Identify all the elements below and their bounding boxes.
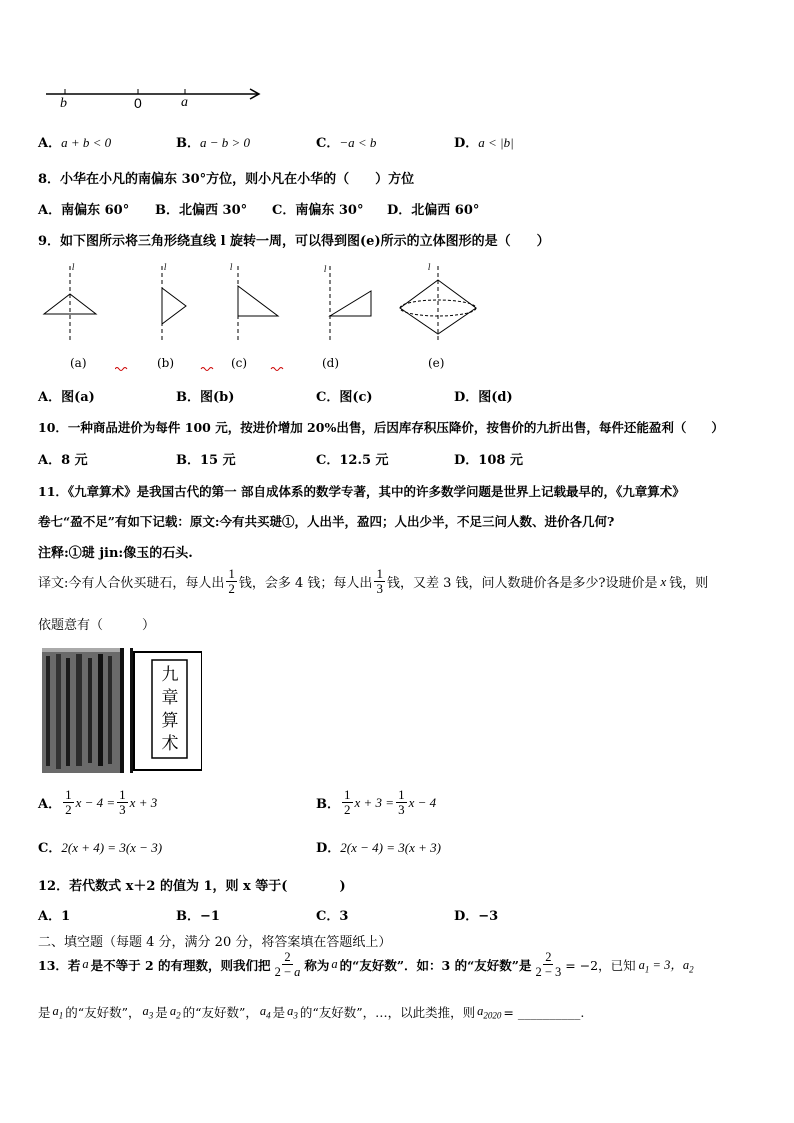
q11-trans-d: 钱，则 (669, 576, 709, 591)
q13-j: 是 (272, 1005, 286, 1020)
q8-option-a-letter: A． (38, 203, 62, 218)
q10-option-d-letter: D． (454, 453, 479, 468)
figure-a (44, 263, 96, 343)
book-title-char-3: 算 (161, 711, 179, 731)
q9-figures (38, 258, 488, 348)
q9-option-a-letter: A． (38, 390, 62, 405)
book-title-char-2: 章 (161, 688, 179, 708)
q13-f: 是 (38, 1005, 51, 1020)
q10-option-b-letter: B． (176, 453, 200, 468)
q13-blank: = __________. (503, 1004, 585, 1020)
figure-label-d: (d) (322, 356, 340, 370)
figure-d (324, 265, 371, 343)
figure-c (230, 263, 278, 343)
q12-option-b-letter: B． (176, 909, 200, 924)
q7-option-a-letter: A． (38, 136, 62, 151)
q11-option-a-letter: A． (38, 797, 62, 812)
jiuzhang-book-image (42, 648, 202, 773)
q11-trans-c: 钱，又差 3 钱，问人数琎价各是多少?设琎价是 (386, 576, 658, 591)
q7-option-d: a < |b| (478, 135, 514, 150)
numberline-label-a: a (181, 95, 188, 110)
q7-option-d-letter: D． (454, 136, 479, 151)
figure-b (162, 263, 186, 343)
q7-option-a: a + b < 0 (61, 135, 112, 150)
q10-option-c: 12.5 元 (339, 453, 389, 468)
q12-option-c: 3 (339, 909, 349, 924)
q13-i: 的“友好数”， (182, 1005, 258, 1020)
q9-option-a: 图(a) (61, 390, 95, 405)
q13-b: 是不等于 2 的有理数，则我们把 (90, 957, 271, 973)
q8-option-d-letter: D． (387, 203, 412, 218)
q9-option-d-letter: D． (454, 390, 479, 405)
figure-label-a: (a) (70, 356, 87, 370)
q13-c: 称为 (304, 957, 330, 973)
q10-option-d: 108 元 (478, 453, 523, 468)
svg-text:l: l (164, 263, 167, 272)
q8-stem: 8．小华在小凡的南偏东 30°方位，则小凡在小华的（ ）方位 (38, 172, 415, 187)
q11-option-b-letter: B． (316, 797, 340, 812)
q13-line1: 13．若 a 是不等于 2 的有理数，则我们把 $\frac{2}{2 - a}$ 称为 a 的“友好数”．如：3 的“友好数”是 $\frac{2}{2 - 3}$ = −2，已知 $a_1 = 3$，$a_2$ (38, 950, 694, 979)
q13-a: 13．若 (38, 957, 81, 973)
q7-option-c-letter: C． (316, 136, 340, 151)
q12-option-c-letter: C． (316, 909, 340, 924)
svg-text:l: l (324, 265, 327, 274)
q7-option-b-letter: B． (176, 136, 200, 151)
q11-option-c: 2(x + 4) = 3(x − 3) (61, 840, 163, 855)
q9-option-c-letter: C． (316, 390, 340, 405)
q10-option-c-letter: C． (316, 453, 340, 468)
figure-e (400, 263, 476, 343)
q11-trans-line2: 依题意有（ ） (38, 618, 156, 633)
spellcheck-underlines (115, 365, 315, 373)
q8-option-b: 北偏西 30° (179, 203, 248, 218)
q11-option-d-row (316, 837, 441, 856)
fraction-half: $\frac{1}{2}$ (228, 566, 235, 596)
q11-option-d-letter: D． (316, 841, 341, 856)
figure-label-c: (c) (231, 356, 248, 370)
q13-h: 是 (155, 1005, 168, 1020)
q11-option-a: A． $\frac{1}{2}$ x − 4 = $\frac{1}{3}$ x + 3 (38, 787, 158, 817)
section-2-heading: 二、填空题（每题 4 分，满分 20 分，将答案填在答题纸上） (38, 935, 392, 950)
book-title-char-1: 九 (161, 665, 179, 685)
q11-option-d: 2(x − 4) = 3(x + 3) (340, 840, 441, 855)
q11-trans-a: 译文:今有人合伙买琎石，每人出 (38, 576, 225, 591)
q8-option-d: 北偏西 60° (411, 203, 480, 218)
numberline-label-0: 0 (134, 95, 142, 111)
q8-option-c: 南偏东 30° (295, 203, 364, 218)
book-title-char-4: 术 (161, 734, 179, 754)
q9-option-b-letter: B． (176, 390, 200, 405)
q12-option-d: −3 (478, 909, 499, 924)
fraction-third: $\frac{1}{3}$ (376, 566, 383, 596)
fraction-2-over-2-minus-3: $\frac{2}{2 - 3}$ (535, 950, 562, 979)
q12-option-d-letter: D． (454, 909, 479, 924)
q10-option-a-letter: A． (38, 453, 62, 468)
figure-label-e: (e) (428, 356, 445, 370)
q11-line1: 11．《九章算术》是我国古代的第一 部自成体系的数学专著，其中的许多数学问题是世界上记载最早的，《九章算术》 (38, 484, 685, 499)
number-line (40, 80, 270, 120)
q11-option-c-letter: C． (38, 841, 62, 856)
q10-option-a: 8 元 (61, 453, 88, 468)
q7-option-c: −a < b (339, 135, 377, 150)
q13-k: 的“友好数”，…，以此类推，则 (299, 1005, 476, 1020)
q13-e: = −2，已知 (565, 957, 636, 973)
q9-option-d: 图(d) (478, 390, 513, 405)
q13-line2: 是 $a_1$ 的“友好数”， $a_3$ 是 $a_2$ 的“友好数”， $a_4$ 是 $a_3$ 的“友好数”，…，以此类推，则 $a_{2020}$ = __________. (38, 1003, 585, 1021)
q12-stem: 12．若代数式 x＋2 的值为 1，则 x 等于( ) (38, 879, 346, 894)
q11-trans-b: 钱，会多 4 钱；每人出 (238, 576, 373, 591)
q11-trans-var: x (660, 573, 667, 589)
fraction-2-over-2-minus-a: $\frac{2}{2 - a}$ (274, 950, 301, 979)
q10-stem: 10．一种商品进价为每件 100 元，按进价增加 20%出售，后因库存积压降价，按售价的九折出售，每件还能盈利（ ） (38, 420, 724, 435)
book-title (159, 664, 181, 756)
q12-option-a-letter: A． (38, 909, 62, 924)
q12-option-a: 1 (61, 909, 71, 924)
q11-line2: 卷七“盈不足”有如下记载：原文:今有共买琎①，人出半，盈四；人出少半，不足三问人数、进价各几何? (38, 514, 615, 529)
svg-text:l: l (230, 263, 233, 272)
q11-option-c-row (38, 837, 162, 856)
q13-g: 的“友好数”， (65, 1005, 141, 1020)
svg-text:l: l (428, 263, 431, 272)
numberline-label-b: b (60, 96, 67, 111)
q11-option-b: B． $\frac{1}{2}$ x + 3 = $\frac{1}{3}$ x − 4 (316, 787, 437, 817)
q9-option-b: 图(b) (200, 390, 235, 405)
q12-option-b: −1 (200, 909, 220, 924)
q9-stem: 9．如下图所示将三角形绕直线 l 旋转一周，可以得到图(e)所示的立体图形的是（ ） (38, 234, 550, 249)
figure-label-b: (b) (157, 356, 175, 370)
q8-option-a: 南偏东 60° (61, 203, 130, 218)
svg-text:l: l (72, 263, 75, 272)
q8-option-b-letter: B． (155, 203, 179, 218)
q13-d: 的“友好数”．如：3 的“友好数”是 (339, 957, 532, 973)
q9-option-c: 图(c) (339, 390, 373, 405)
q7-option-b: a − b > 0 (200, 135, 251, 150)
q11-note: 注释:①琎 jin:像玉的石头. (38, 546, 193, 561)
q8-option-c-letter: C． (272, 203, 296, 218)
q11-translation (38, 567, 708, 596)
q10-option-b: 15 元 (200, 453, 236, 468)
